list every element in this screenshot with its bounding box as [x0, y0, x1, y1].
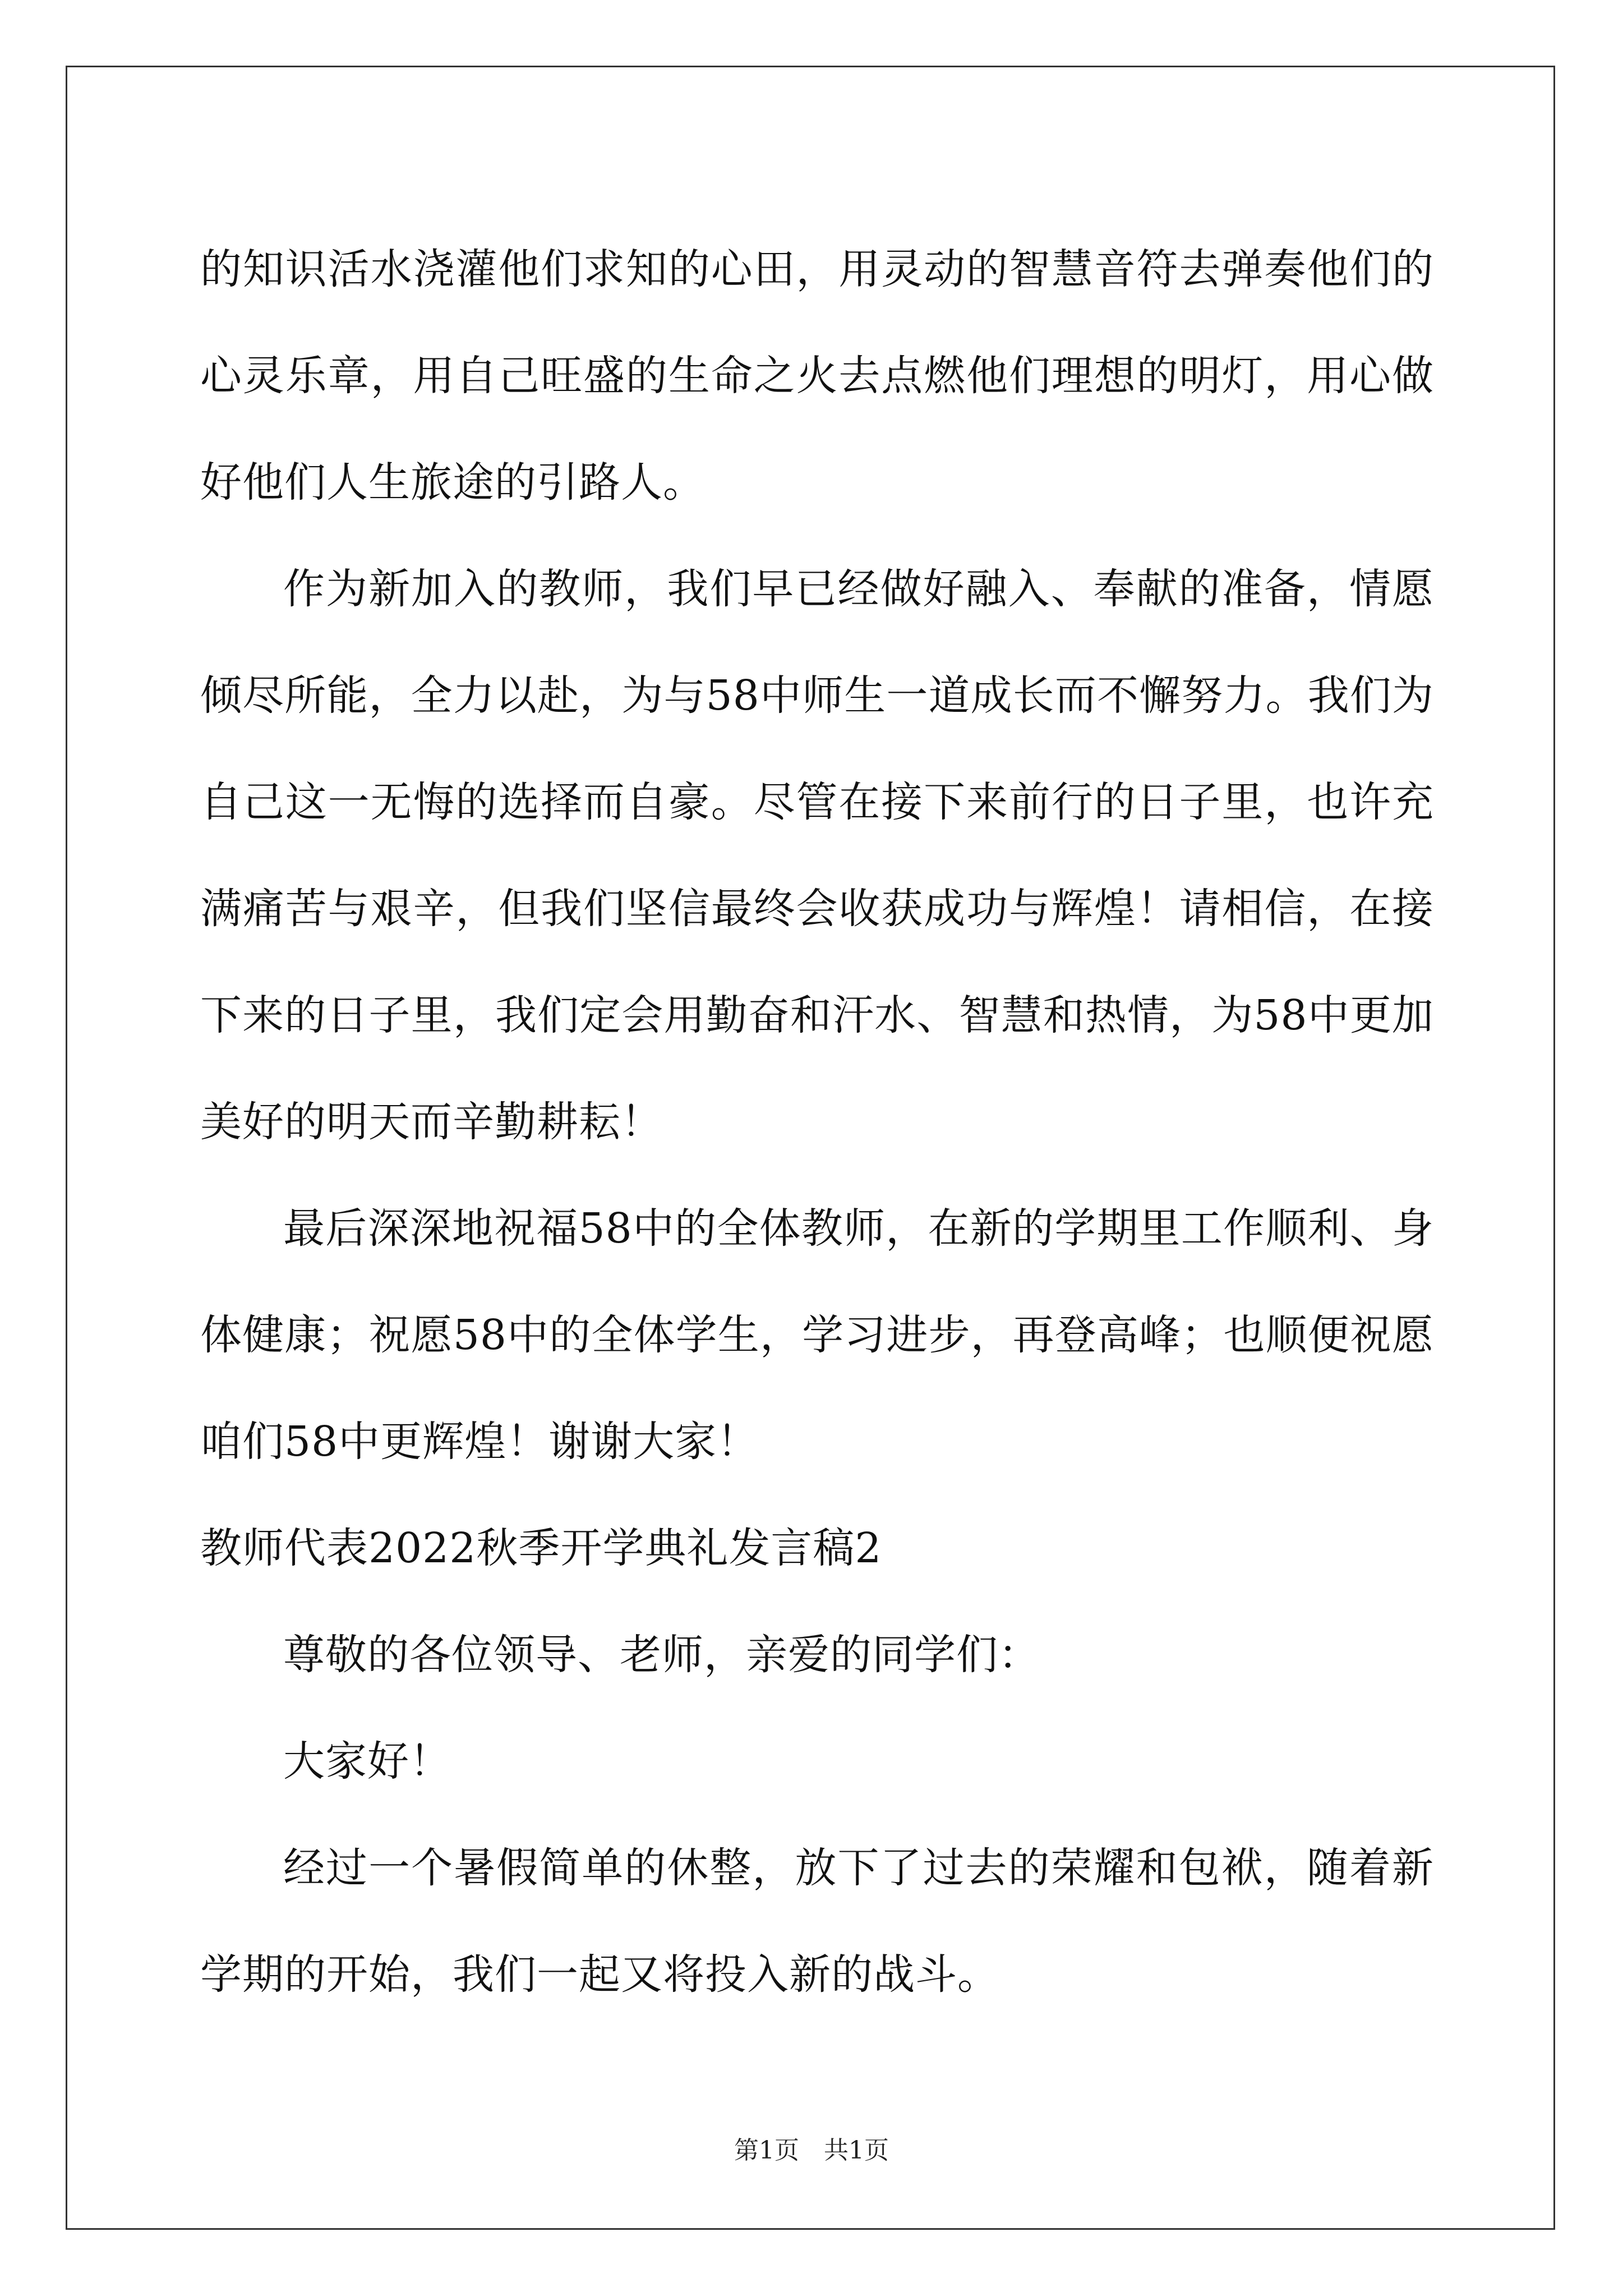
paragraph-greeting: 大家好！ [283, 1737, 451, 1786]
page-footer: 第1页 共1页 [734, 2136, 889, 2165]
section-heading: 教师代表2022秋季开学典礼发言稿2 [200, 1524, 882, 1572]
paragraph-new-teachers: 作为新加入的教师，我们早已经做好融入、奉献的准备，情愿倾尽所能，全力以赴，为与58中师生一道成长而不懈努力。我们为自己这一无悔的选择而自豪。尽管在接下来前行的日子里，也许充满痛苦与艰辛，但我们坚信最终会收获成功与辉煌！请相信，在接下来的日子里，我们定会用勤奋和汗水、智慧和热情，为58中更加美好的明天而辛勤耕耘！ [200, 565, 1434, 1146]
paragraph-blessing: 最后深深地祝福58中的全体教师，在新的学期里工作顺利、身体健康；祝愿58中的全体学生，学习进步，再登高峰；也顺便祝愿咱们58中更辉煌！谢谢大家！ [200, 1204, 1434, 1466]
paragraph-salutation: 尊敬的各位领导、老师，亲爱的同学们： [283, 1631, 1040, 1679]
document-body [200, 216, 1434, 2028]
paragraph-opening: 经过一个暑假简单的休整，放下了过去的荣耀和包袱，随着新学期的开始，我们一起又将投入新的战斗。 [200, 1844, 1434, 1999]
paragraph-continuation: 的知识活水浇灌他们求知的心田，用灵动的智慧音符去弹奏他们的心灵乐章，用自己旺盛的生命之火去点燃他们理想的明灯，用心做好他们人生旅途的引路人。 [200, 245, 1434, 507]
